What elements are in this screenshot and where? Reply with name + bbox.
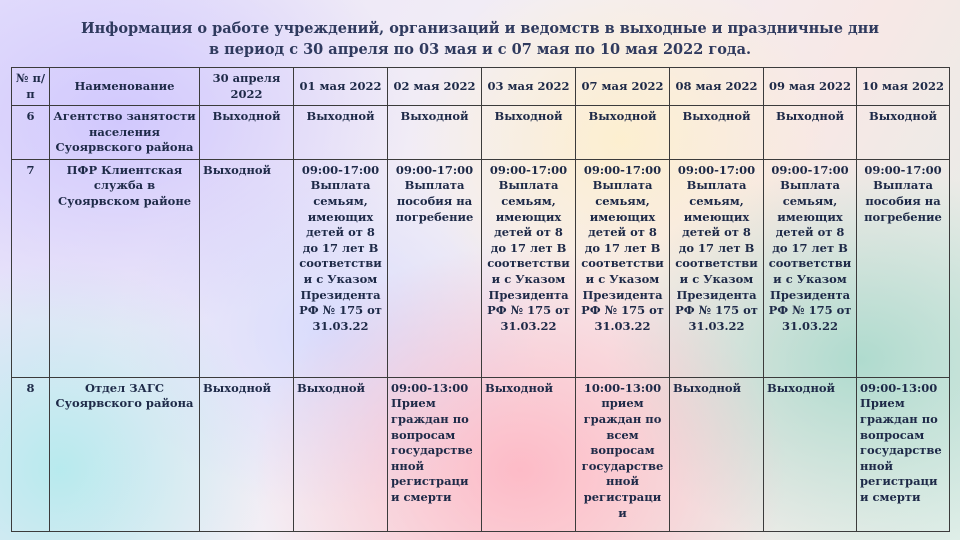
header-date: 02 мая 2022 [388,68,482,106]
table-row [12,106,950,160]
header-date: 03 мая 2022 [482,68,576,106]
row-cell: Выходной [764,377,857,531]
header-date: 08 мая 2022 [670,68,764,106]
row-cell: Выходной [294,106,388,160]
row-cell: Выходной [388,106,482,160]
row-cell: Выходной [764,106,857,160]
title-line-1: Информация о работе учреждений, организаций и ведомств в выходные и праздничные дни [80,20,880,37]
row-num: 7 [12,159,50,377]
row-num: 8 [12,377,50,531]
header-date: 30 апреля 2022 [200,68,294,106]
row-cell: 10:00-13:00 прием граждан по всем вопросам государстве нной регистраци и [576,377,670,531]
row-cell: Выходной [482,377,576,531]
row-name: Агентство занятости населения Суоярвского района [50,106,200,160]
row-cell: 09:00-17:00 Выплата пособия на погребение [857,159,950,377]
table-row [12,377,950,531]
row-cell: Выходной [857,106,950,160]
schedule-table [11,67,950,532]
row-cell: 09:00-13:00 Прием граждан по вопросам государстве нной регистраци и смерти [857,377,950,531]
row-cell: Выходной [670,106,764,160]
row-cell: 09:00-17:00 Выплата пособия на погребение [388,159,482,377]
row-cell: 09:00-17:00 Выплата семьям, имеющих детей от 8 до 17 лет В соответстви и с Указом Президента РФ № 175 от 31.03.22 [670,159,764,377]
title-line-2: в период с 30 апреля по 03 мая и с 07 мая по 10 мая 2022 года. [208,41,752,58]
row-cell: 09:00-13:00 Прием граждан по вопросам государстве нной регистраци и смерти [388,377,482,531]
header-name: Наименование [50,68,200,106]
row-cell: Выходной [482,106,576,160]
row-cell: 09:00-17:00 Выплата семьям, имеющих детей от 8 до 17 лет В соответстви и с Указом Президента РФ № 175 от 31.03.22 [764,159,857,377]
header-date: 07 мая 2022 [576,68,670,106]
row-name: Отдел ЗАГС Суоярвского района [50,377,200,531]
row-cell: Выходной [200,377,294,531]
row-cell: Выходной [670,377,764,531]
row-cell: Выходной [200,106,294,160]
row-cell: 09:00-17:00 Выплата семьям, имеющих детей от 8 до 17 лет В соответстви и с Указом Президента РФ № 175 от 31.03.22 [482,159,576,377]
row-name: ПФР Клиентская служба в Суоярвском районе [50,159,200,377]
row-cell: 09:00-17:00 Выплата семьям, имеющих детей от 8 до 17 лет В соответстви и с Указом Президента РФ № 175 от 31.03.22 [294,159,388,377]
table-header-row [12,68,950,106]
table-row [12,159,950,377]
row-cell: Выходной [200,159,294,377]
header-date: 09 мая 2022 [764,68,857,106]
header-num: № п/п [12,68,50,106]
header-date: 01 мая 2022 [294,68,388,106]
page-title [0,18,960,60]
row-cell: Выходной [576,106,670,160]
row-num: 6 [12,106,50,160]
header-date: 10 мая 2022 [857,68,950,106]
row-cell: 09:00-17:00 Выплата семьям, имеющих детей от 8 до 17 лет В соответстви и с Указом Президента РФ № 175 от 31.03.22 [576,159,670,377]
row-cell: Выходной [294,377,388,531]
